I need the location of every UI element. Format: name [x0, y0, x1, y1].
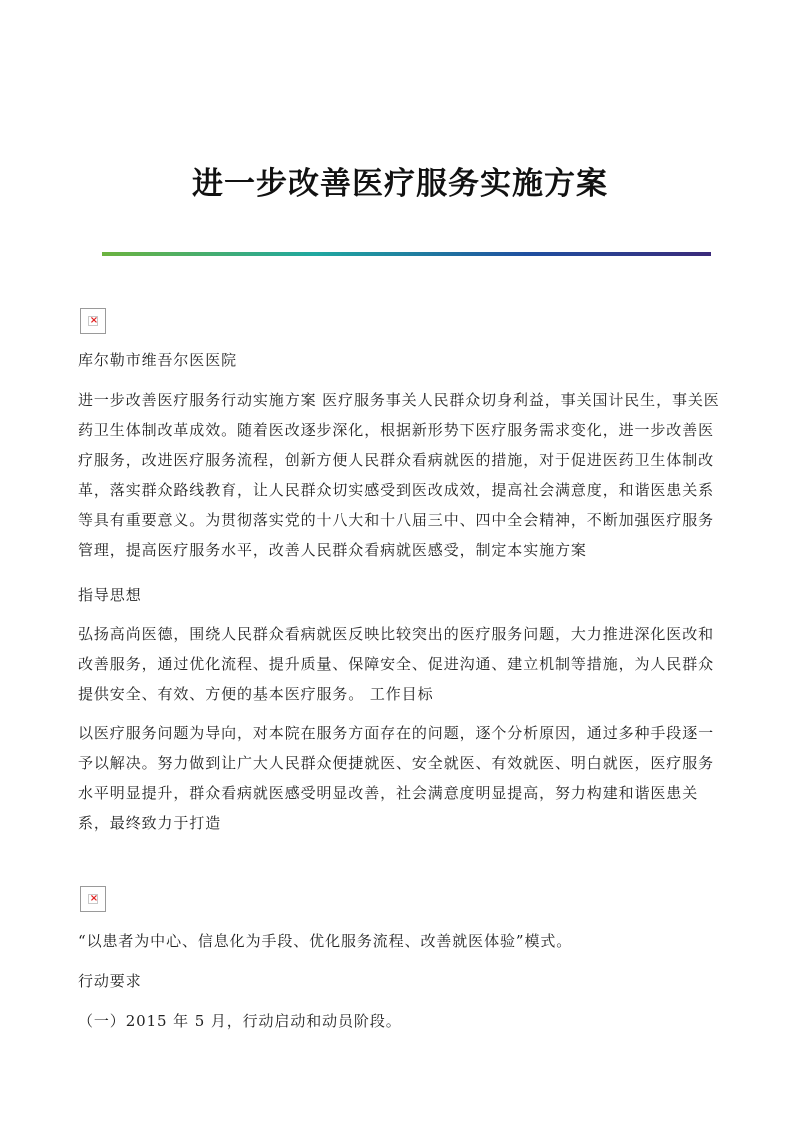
- broken-image-icon: [80, 308, 106, 334]
- broken-image-frame: [88, 316, 98, 326]
- service-model-paragraph: “以患者为中心、信息化为手段、优化服务流程、改善就医体验”模式。: [78, 932, 573, 950]
- phase-one-item: （一）2015 年 5 月，行动启动和动员阶段。: [78, 1012, 402, 1030]
- broken-image-x-icon: ×: [89, 315, 99, 326]
- title-gradient-divider: [102, 252, 711, 256]
- heading-action-requirements: 行动要求: [78, 972, 142, 990]
- broken-image-x-icon: ×: [89, 893, 99, 904]
- intro-paragraph: 进一步改善医疗服务行动实施方案 医疗服务事关人民群众切身利益，事关国计民生，事关医药卫生体制改革成效。随着医改逐步深化，根据新形势下医疗服务需求变化，进一步改善医疗服务，改进医疗服务流程，创新方便人民群众看病就医的措施，对于促进医药卫生体制改革，落实群众路线教育，让人民群众切实感受到医改成效，提高社会满意度，和谐医患关系等具有重要意义。为贯彻落实党的十八大和十八届三中、四中全会精神，不断加强医疗服务管理，提高医疗服务水平，改善人民群众看病就医感受，制定本实施方案: [78, 391, 720, 559]
- broken-image-icon: [80, 886, 106, 912]
- work-goal-paragraph: 以医疗服务问题为导向，对本院在服务方面存在的问题，逐个分析原因，通过多种手段逐一予以解决。努力做到让广大人民群众便捷就医、安全就医、有效就医、明白就医，医疗服务水平明显提升，群众看病就医感受明显改善，社会满意度明显提高，努力构建和谐医患关系，最终致力于打造: [78, 724, 715, 832]
- organization-name: 库尔勒市维吾尔医医院: [78, 351, 238, 369]
- document-title: 进一步改善医疗服务实施方案: [192, 166, 608, 202]
- heading-guiding-ideology: 指导思想: [78, 586, 142, 604]
- guiding-ideology-paragraph: 弘扬高尚医德，围绕人民群众看病就医反映比较突出的医疗服务问题，大力推进深化医改和改善服务，通过优化流程、提升质量、保障安全、促进沟通、建立机制等措施，为人民群众提供安全、有效、方便的基本医疗服务。 工作目标: [78, 625, 715, 703]
- broken-image-frame: [88, 894, 98, 904]
